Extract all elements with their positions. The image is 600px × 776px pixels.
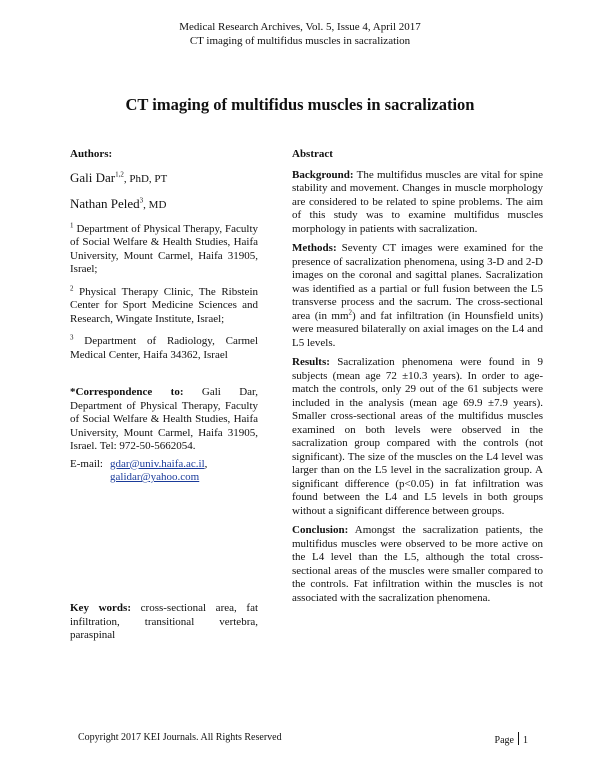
methods-label: Methods: (292, 242, 337, 254)
affiliation-2-number: 2 (70, 283, 74, 292)
results-label: Results: (292, 356, 330, 368)
author-2-affil: 3 (139, 196, 144, 205)
methods-superscript: 2 (348, 307, 353, 316)
author-2-name: Nathan Peled (70, 195, 140, 211)
results-text: Sacralization phenomena were found in 9 subjects (mean age 72 ±10.3 years). In order to age-match the controls, only 29 out of the 61 subjects were included in the analysis (mean age 69.9 ±7.9 years). Smaller cross-sectional areas of the multifidus muscles examined on both levels were observed in the sacralization group compared with the controls (not significant). The size of the muscles on the L4 level was larger than on the L5 level in the sacralization group. A significant difference (p<0.05) in fat infiltration was found between the L4 and L5 levels in both groups without a significant difference between groups. (292, 356, 543, 517)
correspondence-label: *Correspondence to: (70, 386, 184, 398)
conclusion-label: Conclusion: (292, 524, 349, 536)
affiliation-1-number: 1 (70, 220, 74, 229)
correspondence-text: Gali Dar, Department of Physical Therapy, Faculty of Social Welfare & Health Studies, Haifa University, Mount Carmel, Haifa 31905, Israel. Tel: 972-50-5662054. (70, 386, 258, 452)
correspondence (70, 386, 258, 454)
background-text: The multifidus muscles are vital for spine stability and movement. Changes in muscle morphology are considered to be related to spine problems. The aim of this study was to examine multifidus muscles morphology in patients with sacralization. (292, 168, 543, 235)
author-1-affil: 1,2 (115, 170, 124, 179)
keywords-text: cross-sectional area, fat infiltration, transitional vertebra, paraspinal (70, 602, 259, 641)
affiliation-2 (70, 283, 258, 327)
abstract-conclusion (292, 524, 543, 605)
email-link-1[interactable]: gdar@univ.haifa.ac.il (110, 457, 205, 470)
author-2 (70, 196, 258, 213)
authors-heading: Authors: (70, 148, 113, 160)
left-column (70, 148, 259, 641)
paper-title: CT imaging of multifidus muscles in sacralization (125, 95, 475, 114)
email-list (110, 458, 207, 485)
abstract-heading: Abstract (292, 148, 333, 160)
page-number: 1 (523, 735, 528, 746)
affiliation-1-text: Department of Physical Therapy, Faculty of Social Welfare & Health Studies, Haifa University, Mount Carmel, Haifa 31905, Israel; (70, 222, 259, 275)
author-1 (70, 170, 258, 187)
email-label: E-mail: (70, 457, 103, 470)
page-label: Page (494, 735, 514, 746)
methods-text-a: Seventy CT images were examined for the presence of sacralization phenomena, using 3-D and 2-D images on the coronal and sagittal planes. Sacralization was identified as a partial or full fusion between the L5 transverse process and the sacrum. The cross-sectional area (in mm (292, 242, 543, 322)
methods-text-b: ) and fat infiltration (in Hounsfield units) were measured bilaterally on axial images on the L4 and L5 levels. (292, 309, 543, 349)
author-1-degree: , PhD, PT (123, 172, 168, 185)
affiliation-3-number: 3 (70, 333, 74, 342)
affiliation-3 (70, 335, 258, 362)
page-divider (518, 732, 519, 745)
journal-citation: Medical Research Archives, Vol. 5, Issue 4, April 2017 (179, 21, 421, 33)
email-link-2[interactable]: galidar@yahoo.com (110, 471, 200, 483)
page-indicator (495, 732, 528, 746)
running-title: CT imaging of multifidus muscles in sacralization (189, 35, 411, 47)
abstract-background (292, 169, 543, 237)
email-separator: , (204, 457, 208, 470)
conclusion-text: Amongst the sacralization patients, the multifidus muscles were observed to be more active on the L4 level than the L5, although the total cross-sectional areas of the muscles were smaller compared to the controls. Fat infiltration within the muscles is not associated with the sacralization phenomena. (292, 524, 543, 604)
affiliation-3-text: Department of Radiology, Carmel Medical Center, Haifa 34362, Israel (70, 335, 258, 361)
author-2-degree: , MD (143, 198, 167, 211)
author-1-name: Gali Dar (70, 169, 116, 185)
running-header (0, 20, 600, 48)
abstract-methods (292, 242, 543, 350)
keywords-label: Key words: (70, 602, 131, 614)
background-label: Background: (292, 168, 354, 181)
affiliation-2-text: Physical Therapy Clinic, The Ribstein Center for Sport Medicine Sciences and Research, Wingate Institute, Israel; (70, 285, 258, 325)
affiliation-1 (70, 220, 259, 277)
email-block (70, 458, 258, 485)
keywords (70, 602, 258, 643)
copyright-text: Copyright 2017 KEI Journals. All Rights Reserved (78, 732, 282, 743)
abstract-column (292, 148, 543, 605)
abstract-results (292, 356, 543, 518)
